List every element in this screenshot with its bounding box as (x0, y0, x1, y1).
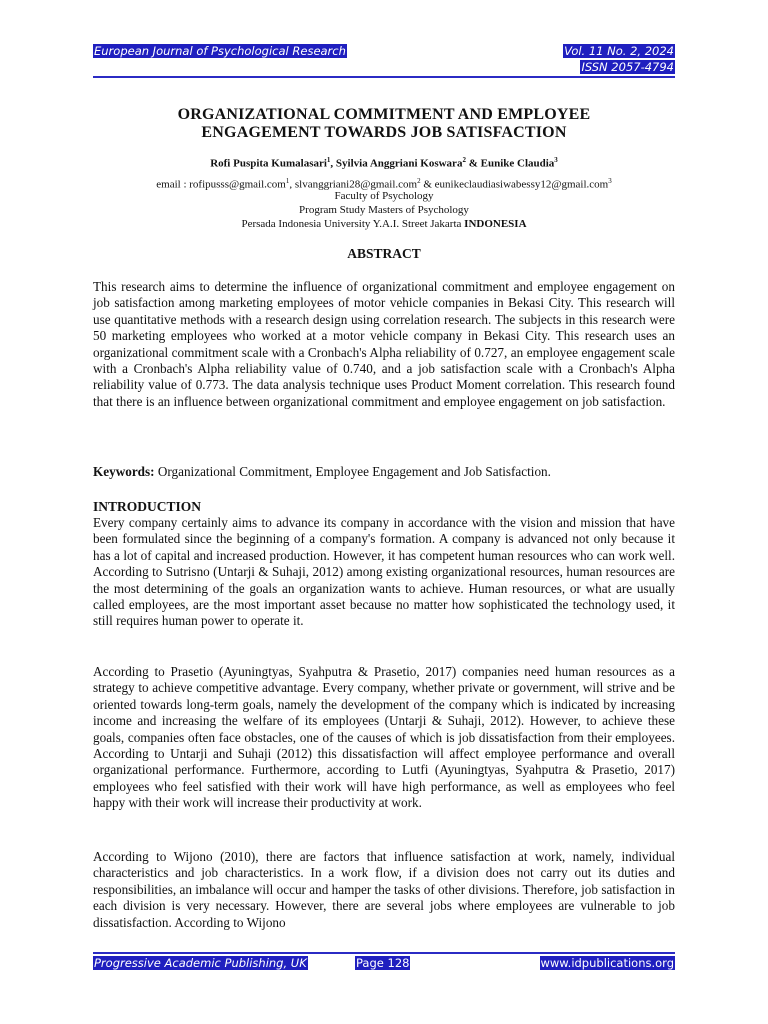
email-1: rofipusss@gmail.com (189, 178, 286, 191)
publisher-name: Progressive Academic Publishing, UK (94, 956, 307, 970)
author-3-sup: 3 (554, 156, 558, 164)
email-3-sup: 3 (608, 177, 612, 185)
faculty-line: Faculty of Psychology (334, 190, 434, 202)
title-line-1: ORGANIZATIONAL COMMITMENT AND EMPLOYEE (177, 106, 591, 123)
abstract-heading: ABSTRACT (347, 246, 421, 261)
email-line: email : rofipusss@gmail.com$^1$, slvanggriani28@gmail.com$^2$ & eunikeclaudiasiwabessy12@gmail.com$^3$ (156, 177, 612, 191)
volume-info: Vol. 11 No. 2, 2024 (564, 44, 674, 58)
intro-paragraph-1: Every company certainly aims to advance its company in accordance with the vision and mission that have been formulated since the beginning of a company's formation. A company is advanced not only because it has a lot of capital and increased production. However, it has competent human resources who can work well. According to Sutrisno (Untarji & Suhaji, 2012) among existing organizational resources, human resources are the most determining of the goals an organization wants to achieve. Human resources, or what are usually called employees, are the most important asset because no matter how sophisticated the technology used, it still requires human power to operate it. (93, 515, 675, 629)
email-1-sup: 1 (285, 177, 290, 185)
program-line: Program Study Masters of Psychology (299, 204, 469, 216)
university-name: Persada Indonesia University Y.A.I. Street Jakarta (241, 218, 462, 230)
author-1-sup: 1 (326, 156, 331, 164)
keywords-label: Keywords: (93, 464, 155, 479)
introduction-heading: INTRODUCTION (93, 499, 202, 514)
intro-paragraph-3: According to Wijono (2010), there are factors that influence satisfaction at work, namely, individual characteristics and job characteristics. In a work flow, if a division does not carry out its duties and responsibilities, an imbalance will occur and hamper the tasks of other divisions. Therefore, job satisfaction in each division is very necessary. However, there are several jobs where employees are vulnerable to job dissatisfaction. According to Wijono (93, 849, 675, 930)
keywords-text: Organizational Commitment, Employee Engagement and Job Satisfaction. (154, 464, 551, 479)
author-list (93, 156, 675, 170)
running-header (93, 42, 675, 76)
university-line (93, 217, 675, 231)
website-link[interactable]: www.idpublications.org (540, 956, 674, 970)
title-line-2: ENGAGEMENT TOWARDS JOB SATISFACTION (201, 124, 567, 141)
country-name: INDONESIA (464, 218, 527, 230)
footer-rule (93, 952, 675, 954)
intro-paragraph-2: According to Prasetio (Ayuningtyas, Syahputra & Prasetio, 2017) companies need human resources as a strategy to achieve competitive advantage. Every company, whether private or government, will strive and be oriented towards long-term goals, namely the development of the company which is indicated by increasing income and increasing the welfare of its employees (Untarji & Suhaji, 2012). However, to achieve these goals, companies often face obstacles, one of the causes of which is job dissatisfaction from their employees. According to Untarji and Suhaji (2012) this dissatisfaction will affect employee performance and overall organizational performance. Furthermore, according to Lutfi (Ayuningtyas, Syahputra & Prasetio, 2017) employees who feel satisfied with their work will have high performance, as well as employees who feel happy with their work will increase their productivity at work. (93, 664, 675, 811)
issn-info: ISSN 2057-4794 (581, 60, 674, 74)
abstract-paragraph: This research aims to determine the influence of organizational commitment and employee engagement on job satisfaction among marketing employees of motor vehicle companies in Bekasi City. This research will use quantitative methods with a research design using correlation research. The subjects in this research were 50 marketing employees who worked at a motor vehicle company in Bekasi City. This research uses an organizational commitment scale with a Cronbach's Alpha reliability of 0.727, an employee engagement scale with a Cronbach's Alpha reliability value of 0.740, and a job satisfaction scale with a Cronbach's Alpha reliability value of 0.773. The data analysis technique uses Product Moment correlation. This research found that there is an influence between organizational commitment and employee engagement on job satisfaction. (93, 279, 675, 409)
email-3: eunikeclaudiasiwabessy12@gmail.com (434, 178, 609, 191)
running-footer (93, 956, 675, 972)
author-1: Rofi Puspita Kumalasari (210, 157, 327, 170)
email-prefix: email : (156, 178, 190, 191)
email-2-sup: 2 (417, 177, 421, 185)
author-sep-1: , (330, 157, 336, 170)
author-2: Syilvia Anggriani Koswara (335, 157, 463, 170)
author-sep-2: & (465, 157, 481, 170)
keywords-line (93, 464, 675, 480)
journal-name: European Journal of Psychological Research (94, 44, 346, 58)
author-3: Eunike Claudia (480, 157, 555, 170)
paper-title (93, 106, 675, 142)
header-rule (93, 76, 675, 78)
email-2: slvanggriani28@gmail.com (294, 178, 418, 191)
author-2-sup: 2 (462, 156, 466, 164)
page-number: Page 128 (356, 956, 410, 970)
